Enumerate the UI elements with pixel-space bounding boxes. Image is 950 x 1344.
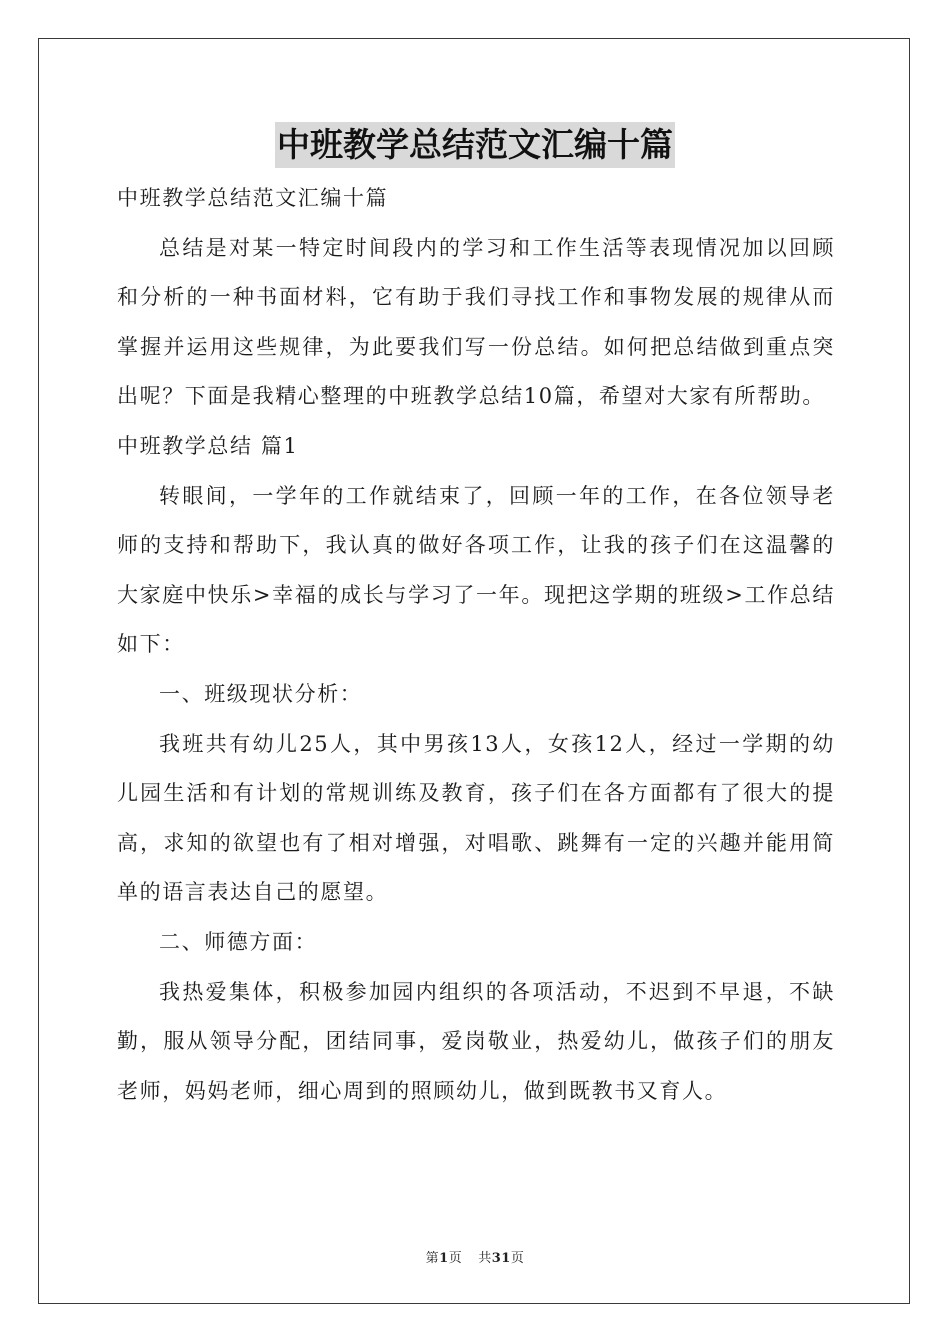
total-suffix: 页 — [510, 1251, 525, 1266]
page-footer — [0, 1247, 950, 1266]
page-prefix: 第 — [425, 1251, 440, 1266]
subsection-heading: 二、师德方面： — [159, 929, 318, 954]
section-heading: 中班教学总结 篇1 — [117, 433, 299, 458]
document-body — [117, 174, 835, 1116]
paragraph: 总结是对某一特定时间段内的学习和工作生活等表现情况加以回顾和分析的一种书面材料，它有助于我们寻找工作和事物发展的规律从而掌握并运用这些规律，为此要我们写一份总结。如何把总结做到重点突出呢？下面是我精心整理的中班教学总结10篇，希望对大家有所帮助。 — [117, 235, 835, 409]
subsection-heading: 一、班级现状分析： — [159, 681, 363, 706]
paragraph: 我热爱集体，积极参加园内组织的各项活动，不迟到不早退，不缺勤，服从领导分配，团结同事，爱岗敬业，热爱幼儿，做孩子们的朋友老师，妈妈老师，细心周到的照顾幼儿，做到既教书又育人。 — [117, 979, 835, 1103]
paragraph: 转眼间，一学年的工作就结束了，回顾一年的工作，在各位领导老师的支持和帮助下，我认真的做好各项工作，让我的孩子们在这温馨的大家庭中快乐>幸福的成长与学习了一年。现把这学期的班级>工作总结如下： — [117, 483, 835, 657]
document-title: 中班教学总结范文汇编十篇 — [275, 122, 675, 168]
page-suffix: 页 — [448, 1251, 463, 1266]
total-prefix: 共 — [478, 1251, 492, 1266]
page-total: 31 — [491, 1251, 511, 1266]
title-container — [0, 122, 950, 168]
paragraph: 中班教学总结范文汇编十篇 — [117, 186, 389, 210]
page-current: 1 — [439, 1251, 449, 1266]
paragraph: 我班共有幼儿25人，其中男孩13人，女孩12人，经过一学期的幼儿园生活和有计划的常规训练及教育，孩子们在各方面都有了很大的提高，求知的欲望也有了相对增强，对唱歌、跳舞有一定的兴趣并能用简单的语言表达自己的愿望。 — [117, 731, 835, 905]
